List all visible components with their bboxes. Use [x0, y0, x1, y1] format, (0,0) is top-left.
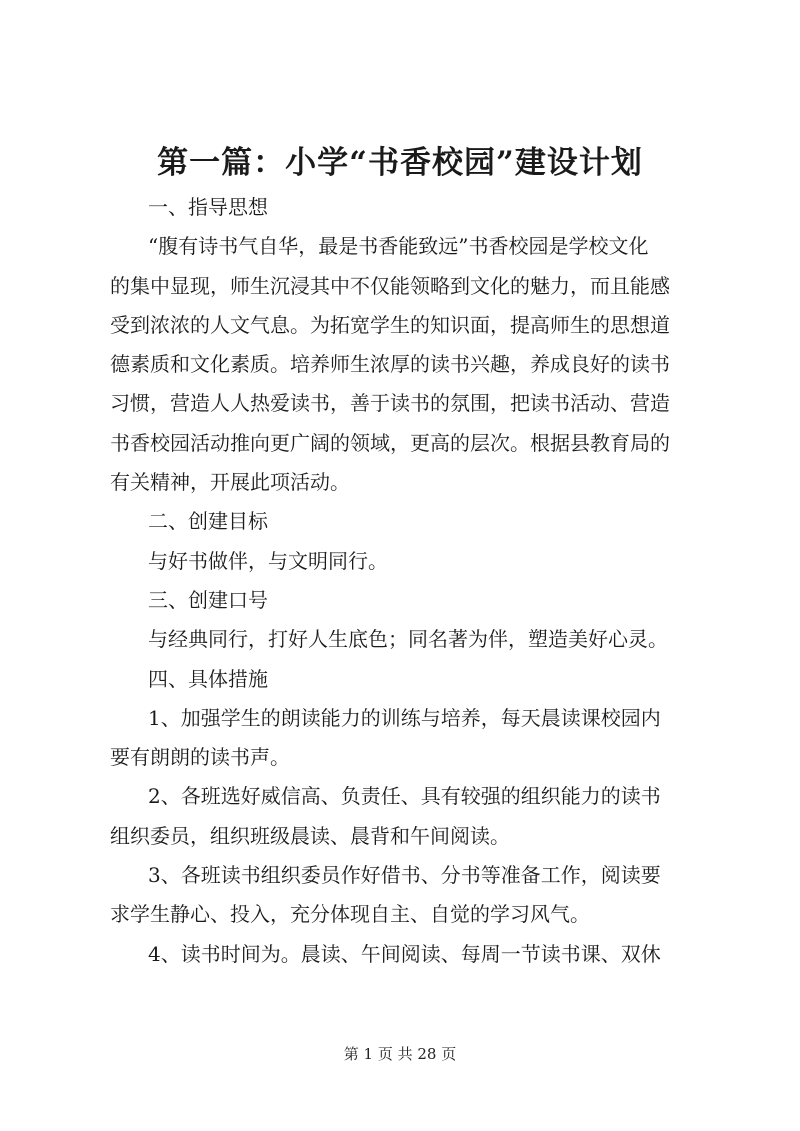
- paragraph-line: 受到浓浓的人文气息。为拓宽学生的知识面，提高师生的思想道: [110, 312, 670, 337]
- paragraph-line: 与好书做伴，与文明同行。: [148, 548, 388, 573]
- paragraph-line: “腹有诗书气自华，最是书香能致远”书香校园是学校文化: [148, 234, 649, 259]
- paragraph-line: 书香校园活动推向更广阔的领域，更高的层次。根据县教育局的: [110, 430, 670, 455]
- paragraph-line: 求学生静心、投入，充分体现自主、自觉的学习风气。: [110, 902, 590, 927]
- paragraph-line: 德素质和文化素质。培养师生浓厚的读书兴趣，养成良好的读书: [110, 352, 670, 377]
- paragraph-line: 3、各班读书组织委员作好借书、分书等准备工作，阅读要: [148, 863, 661, 888]
- page-number: 第 1 页 共 28 页: [343, 1045, 457, 1063]
- document-body: [110, 188, 710, 974]
- paragraph-line: 2、各班选好威信高、负责任、具有较强的组织能力的读书: [148, 784, 661, 809]
- paragraph-line: 要有朗朗的读书声。: [110, 745, 290, 770]
- document-title: 第一篇：小学“书香校园”建设计划: [157, 145, 643, 181]
- paragraph-line: 习惯，营造人人热爱读书，善于读书的氛围，把读书活动、营造: [110, 391, 670, 416]
- section-heading: 四、具体措施: [148, 666, 268, 691]
- paragraph-line: 1、加强学生的朗读能力的训练与培养，每天晨读课校园内: [148, 705, 661, 730]
- section-heading: 二、创建目标: [148, 509, 268, 534]
- paragraph-line: 组织委员，组织班级晨读、晨背和午间阅读。: [110, 823, 510, 848]
- section-heading: 三、创建口号: [148, 587, 268, 612]
- section-heading: 一、指导思想: [148, 195, 268, 219]
- paragraph-line: 的集中显现，师生沉浸其中不仅能领略到文化的魅力，而且能感: [110, 273, 670, 298]
- paragraph-line: 与经典同行，打好人生底色；同名著为伴，塑造美好心灵。: [148, 627, 668, 652]
- paragraph-line: 有关精神，开展此项活动。: [110, 470, 350, 495]
- paragraph-line: 4、读书时间为。晨读、午间阅读、每周一节读书课、双休: [148, 941, 661, 966]
